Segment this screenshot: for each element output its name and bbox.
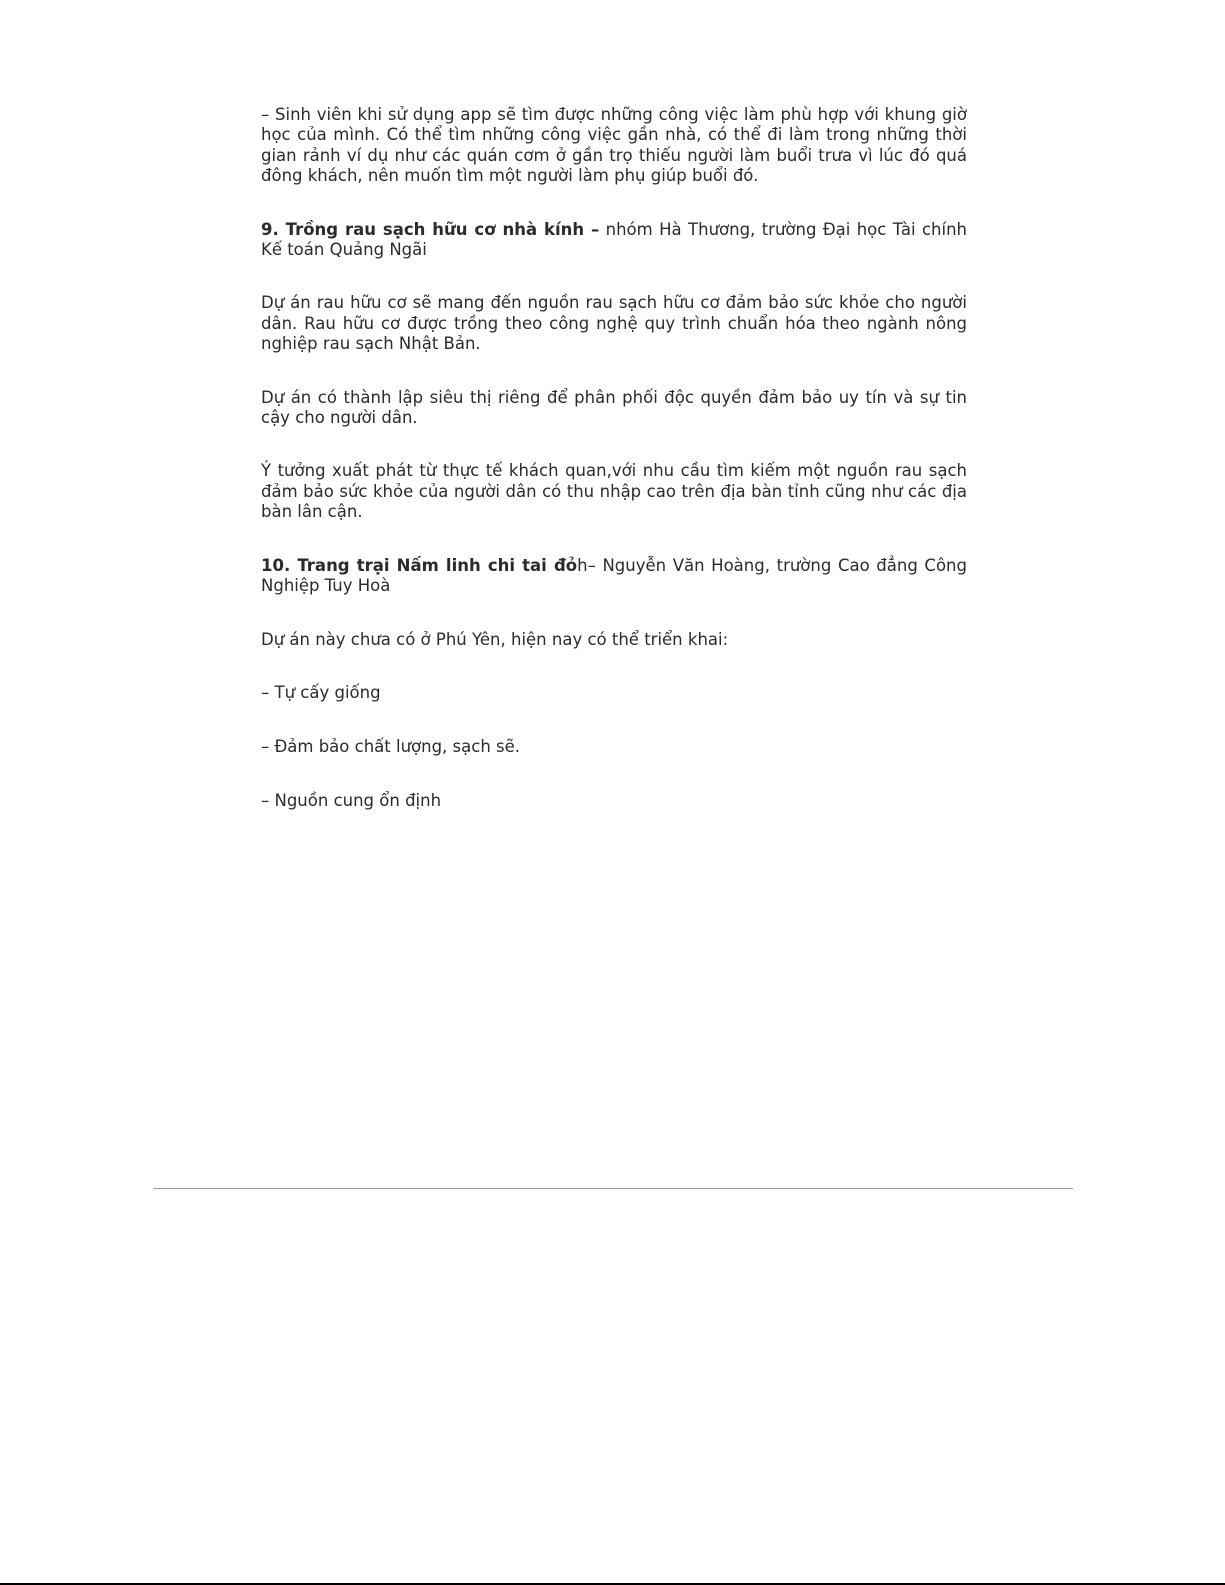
heading-reishi-farm-author: h– Nguyễn Văn Hoàng, trường Cao đẳng Công Nghiệp Tuy Hoà	[261, 555, 967, 596]
heading-organic-vegetables-title: 9. Trồng rau sạch hữu cơ nhà kính –	[261, 219, 600, 239]
footer-divider	[153, 1188, 1073, 1189]
list-item: – Đảm bảo chất lượng, sạch sẽ.	[261, 736, 521, 756]
heading-organic-vegetables-team: nhóm Hà Thương, trường Đại học Tài chính Kế toán Quảng Ngãi	[261, 219, 967, 260]
paragraph-project-deploy: Dự án này chưa có ở Phú Yên, hiện nay có thể triển khai:	[261, 629, 729, 649]
paragraph-idea-origin: Ý tưởng xuất phát từ thực tế khách quan,với nhu cầu tìm kiếm một nguồn rau sạch đảm bảo sức khỏe của người dân có thu nhập cao trên địa bàn tỉnh cũng như các địa bàn lân cận.	[261, 461, 967, 522]
paragraph-supermarket: Dự án có thành lập siêu thị riêng để phân phối độc quyền đảm bảo uy tín và sự tin cậy cho người dân.	[261, 387, 967, 428]
paragraph-organic-intro: Dự án rau hữu cơ sẽ mang đến nguồn rau sạch hữu cơ đảm bảo sức khỏe cho người dân. Rau hữu cơ được trồng theo công nghệ quy trình chuẩn hóa theo ngành nông nghiệp rau sạch Nhật Bản.	[261, 293, 967, 354]
document-body	[261, 105, 967, 845]
paragraph-student-app: – Sinh viên khi sử dụng app sẽ tìm được những công việc làm phù hợp với khung giờ học của mình. Có thể tìm những công việc gần nhà, có thể đi làm trong những thời gian rảnh ví dụ như các quán cơm ở gần trọ thiếu người làm buổi trưa vì lúc đó quá đông khách, nên muốn tìm một người làm phụ giúp buổi đó.	[261, 105, 967, 186]
heading-reishi-farm-title: 10. Trang trại Nấm linh chi tai đỏ	[261, 555, 578, 575]
list-item: – Tự cấy giống	[261, 682, 381, 702]
heading-organic-vegetables	[261, 220, 967, 261]
heading-reishi-farm	[261, 556, 967, 597]
list-item: – Nguồn cung ổn định	[261, 790, 442, 810]
